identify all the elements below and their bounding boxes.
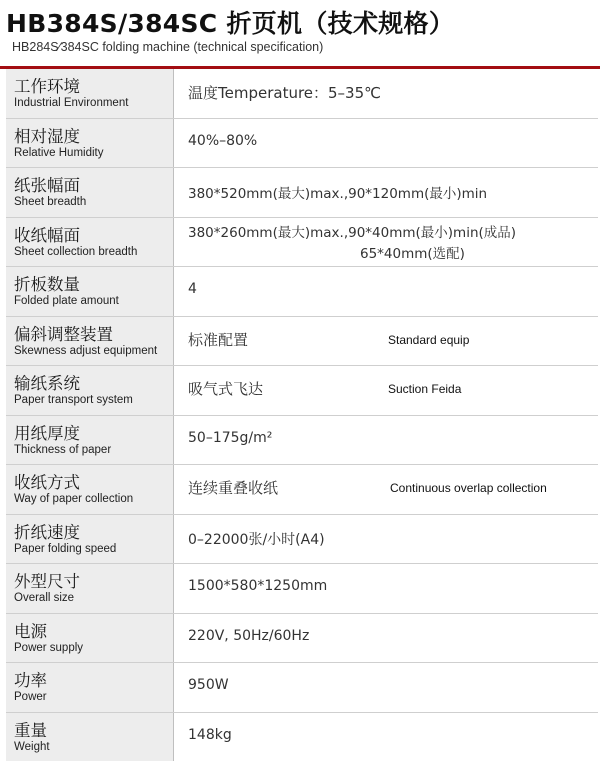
spec-value-cell <box>174 713 598 761</box>
spec-note: Standard equip <box>388 333 469 347</box>
spec-label-zh: 收纸方式 <box>14 469 80 493</box>
spec-label-zh: 偏斜调整装置 <box>14 321 113 345</box>
spec-row-transport <box>6 366 598 416</box>
spec-label-en: Paper transport system <box>14 394 133 406</box>
spec-value-cell <box>174 416 598 465</box>
spec-value-cell <box>174 663 598 712</box>
spec-value-cell <box>174 119 598 168</box>
spec-row-weight <box>6 713 598 761</box>
spec-value-cell <box>174 614 598 663</box>
spec-row-power-supply <box>6 614 598 664</box>
spec-label-en: Skewness adjust equipment <box>14 345 157 357</box>
spec-label <box>6 515 174 564</box>
spec-row-collection-breadth <box>6 218 598 268</box>
page-subtitle: HB284S∕384SC folding machine (technical specification) <box>12 40 323 54</box>
spec-value-cell <box>174 168 598 217</box>
spec-label-zh: 折板数量 <box>14 271 80 295</box>
spec-label-en: Weight <box>14 741 50 753</box>
spec-table <box>6 69 598 761</box>
spec-row-environment <box>6 69 598 119</box>
spec-label <box>6 366 174 415</box>
spec-label-zh: 用纸厚度 <box>14 420 80 444</box>
spec-label <box>6 614 174 663</box>
spec-label-zh: 工作环境 <box>14 73 80 97</box>
spec-value-cell <box>174 366 598 415</box>
spec-row-humidity <box>6 119 598 169</box>
spec-label <box>6 69 174 118</box>
spec-note: Suction Feida <box>388 382 461 396</box>
spec-label-zh: 纸张幅面 <box>14 172 80 196</box>
spec-label <box>6 218 174 267</box>
spec-value-cell <box>174 317 598 366</box>
spec-value: 220V, 50Hz/60Hz <box>188 628 309 644</box>
spec-value-cell <box>174 515 598 564</box>
spec-label-en: Paper folding speed <box>14 543 116 555</box>
spec-row-sheet-breadth <box>6 168 598 218</box>
spec-row-power <box>6 663 598 713</box>
spec-value-cell <box>174 267 598 316</box>
spec-label-en: Sheet breadth <box>14 196 86 208</box>
spec-label-en: Relative Humidity <box>14 147 103 159</box>
spec-label <box>6 564 174 613</box>
spec-value: 标准配置 <box>188 329 248 350</box>
spec-value-secondary: 65*40mm(选配) <box>360 242 465 262</box>
spec-value: 吸气式飞达 <box>188 378 263 399</box>
spec-label-zh: 折纸速度 <box>14 519 80 543</box>
spec-row-collection-way <box>6 465 598 515</box>
spec-value: 温度Temperature：5–35℃ <box>188 82 381 103</box>
spec-row-overall-size <box>6 564 598 614</box>
spec-label <box>6 663 174 712</box>
spec-value-cell <box>174 69 598 118</box>
spec-value: 1500*580*1250mm <box>188 578 327 594</box>
spec-label-zh: 外型尺寸 <box>14 568 80 592</box>
spec-label-en: Sheet collection breadth <box>14 246 137 258</box>
spec-label <box>6 416 174 465</box>
spec-note: Continuous overlap collection <box>390 481 547 495</box>
spec-value: 连续重叠收纸 <box>188 477 278 498</box>
spec-value: 50–175g/m² <box>188 430 272 446</box>
spec-label-zh: 电源 <box>14 618 47 642</box>
spec-label-en: Overall size <box>14 592 74 604</box>
spec-label-zh: 功率 <box>14 667 47 691</box>
spec-value-cell <box>174 564 598 613</box>
spec-value: 148kg <box>188 727 232 743</box>
spec-row-folding-speed <box>6 515 598 565</box>
spec-label <box>6 465 174 514</box>
spec-value-cell <box>174 218 598 267</box>
spec-row-skewness <box>6 317 598 367</box>
spec-label <box>6 267 174 316</box>
spec-value: 4 <box>188 281 197 297</box>
spec-label-zh: 重量 <box>14 717 47 741</box>
spec-label-en: Way of paper collection <box>14 493 133 505</box>
spec-row-folded-plates <box>6 267 598 317</box>
spec-value: 950W <box>188 677 229 693</box>
spec-label-en: Thickness of paper <box>14 444 111 456</box>
spec-label <box>6 119 174 168</box>
spec-row-thickness <box>6 416 598 466</box>
spec-label-en: Power supply <box>14 642 83 654</box>
spec-value: 380*520mm(最大)max.,90*120mm(最小)min <box>188 182 487 202</box>
spec-value: 40%–80% <box>188 133 257 149</box>
spec-label-en: Power <box>14 691 47 703</box>
spec-label <box>6 317 174 366</box>
spec-label-en: Industrial Environment <box>14 97 128 109</box>
spec-label-zh: 收纸幅面 <box>14 222 80 246</box>
spec-value: 380*260mm(最大)max.,90*40mm(最小)min(成品) <box>188 221 516 241</box>
spec-label-zh: 相对湿度 <box>14 123 80 147</box>
spec-label <box>6 713 174 761</box>
spec-value: 0–22000张/小时(A4) <box>188 529 325 549</box>
page-title: HB384S∕384SC 折页机（技术规格） <box>6 4 454 40</box>
spec-value-cell <box>174 465 598 514</box>
spec-label-en: Folded plate amount <box>14 295 119 307</box>
spec-label-zh: 输纸系统 <box>14 370 80 394</box>
spec-label <box>6 168 174 217</box>
